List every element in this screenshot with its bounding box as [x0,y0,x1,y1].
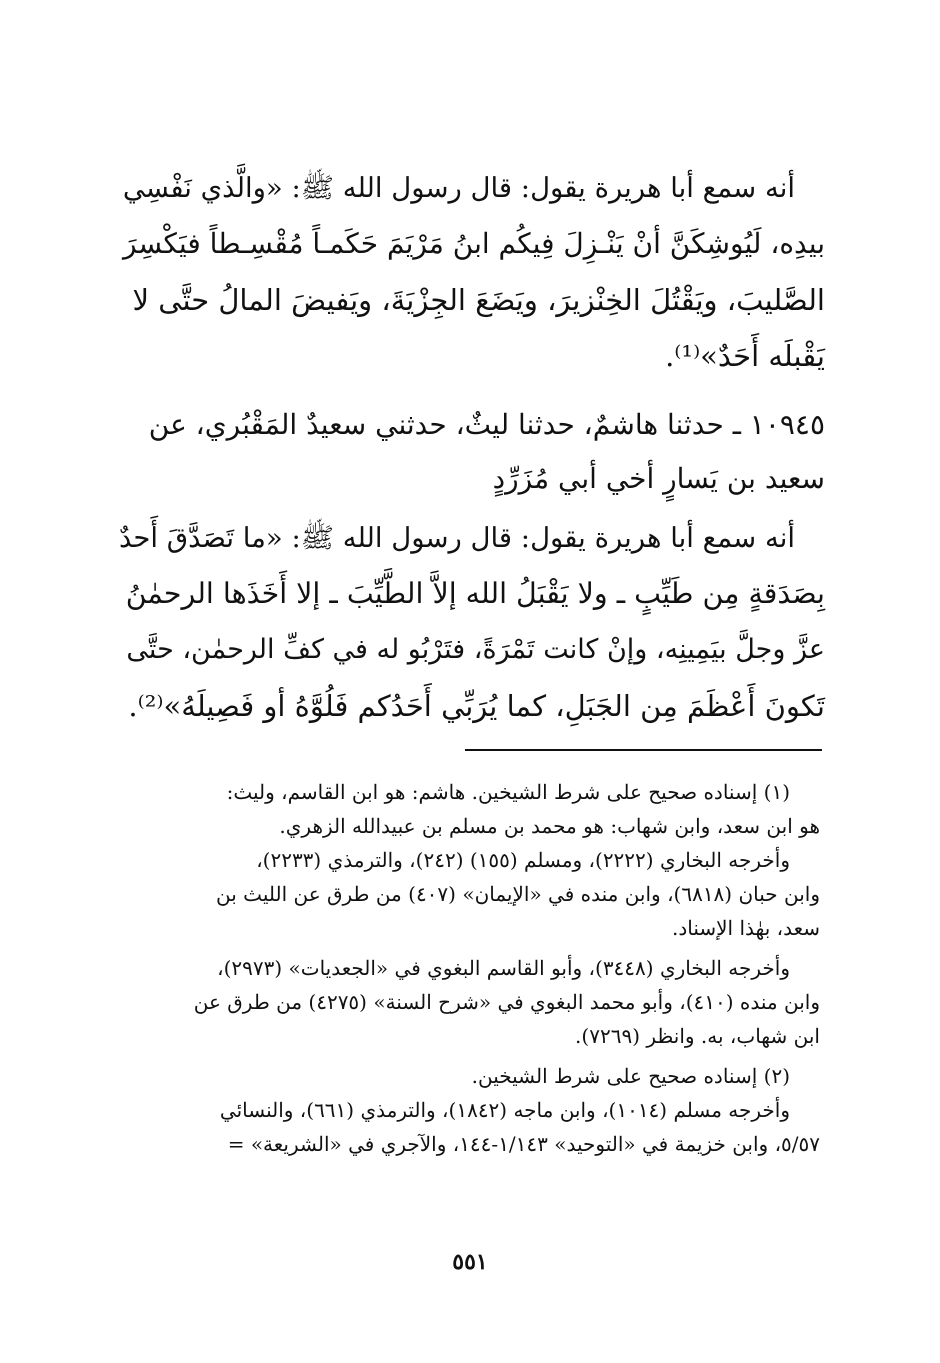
text-line: أنه سمع أبا هريرة يقول: قال رسول الله ﷺ: «والَّذي نَفْسِي [122,172,795,204]
footnote-line: (٢) إسناده صحيح على شرط الشيخين. [471,1064,790,1088]
text-line: الصَّليبَ، ويَقْتُلَ الخِنْزيرَ، ويَضَعَ الجِزْيَةَ، ويَفيضَ المالُ حتَّى لا [132,283,825,317]
text-line: بِصَدَقةٍ مِن طَيِّبٍ ـ ولا يَقْبَلُ الله إلاَّ الطَّيِّبَ ـ إلا أَخَذَها الرحمٰنُ [125,577,825,610]
page-number: ٥٥١ [452,1249,488,1275]
footnote-line: سعد، بهٰذا الإسناد. [671,916,820,940]
hadith-number-line: ١٠٩٤٥ ـ حدثنا هاشمٌ، حدثنا ليثٌ، حدثني سعيدٌ المَقْبُري، عن [148,408,825,441]
footnote-line: وابن حبان (٦٨١٨)، وابن منده في «الإيمان» (٤٠٧) من طرق عن الليث بن [216,882,820,906]
text-line: يَقْبلَه أَحَدٌ»⁽¹⁾. [665,339,825,373]
footnote-line: ابن شهاب، به. وانظر (٧٢٦٩). [575,1024,820,1048]
hadith-text-block-2 [115,510,825,734]
footnote-line: وأخرجه البخاري (٣٤٤٨)، وأبو القاسم البغوي في «الجعديات» (٢٩٧٣)، [217,956,790,980]
footnotes [120,775,820,1161]
footnote-line: وأخرجه البخاري (٢٢٢٢)، ومسلم (١٥٥) (٢٤٢)، والترمذي (٢٢٣٣)، [256,848,790,872]
footnote-line: ٥/٥٧، وابن خزيمة في «التوحيد» ١/١٤٣-١٤٤، والآجري في «الشريعة» = [227,1132,820,1156]
footnote-separator [465,749,822,751]
footnote-line: وابن منده (٤١٠)، وأبو محمد البغوي في «شرح السنة» (٤٢٧٥) من طرق عن [193,990,820,1014]
text-line: تَكونَ أَعْظَمَ مِن الجَبَلِ، كما يُرَبِّي أَحَدُكم فَلُوَّهُ أو فَصِيلَهُ»⁽²⁾. [128,689,825,723]
hadith-10945-chain [115,398,825,506]
text-line: سعيد بن يَسارٍ أخي أبي مُزَرِّدٍ [492,462,825,495]
hadith-text-block-1 [115,160,825,384]
footnote-line: (١) إسناده صحيح على شرط الشيخين. هاشم: هو ابن القاسم، وليث: [226,780,790,804]
text-line: أنه سمع أبا هريرة يقول: قال رسول الله ﷺ: «ما تَصَدَّقَ أَحدٌ [118,522,795,554]
text-line: عزَّ وجلَّ بيَمِينِه، وإنْ كانت تَمْرَةً، فتَرْبُو له في كفِّ الرحمٰن، حتَّى [126,634,825,665]
footnote-line: وأخرجه مسلم (١٠١٤)، وابن ماجه (١٨٤٢)، والترمذي (٦٦١)، والنسائي [219,1098,790,1122]
footnote-line: هو ابن سعد، وابن شهاب: هو محمد بن مسلم بن عبيدالله الزهري. [279,814,820,838]
text-line: بيدِه، لَيُوشِكَنَّ أنْ يَنْـزِلَ فِيكُم ابنُ مَرْيَمَ حَكَمـاً مُقْسِـطاً فيَكْسِرَ [123,227,825,260]
